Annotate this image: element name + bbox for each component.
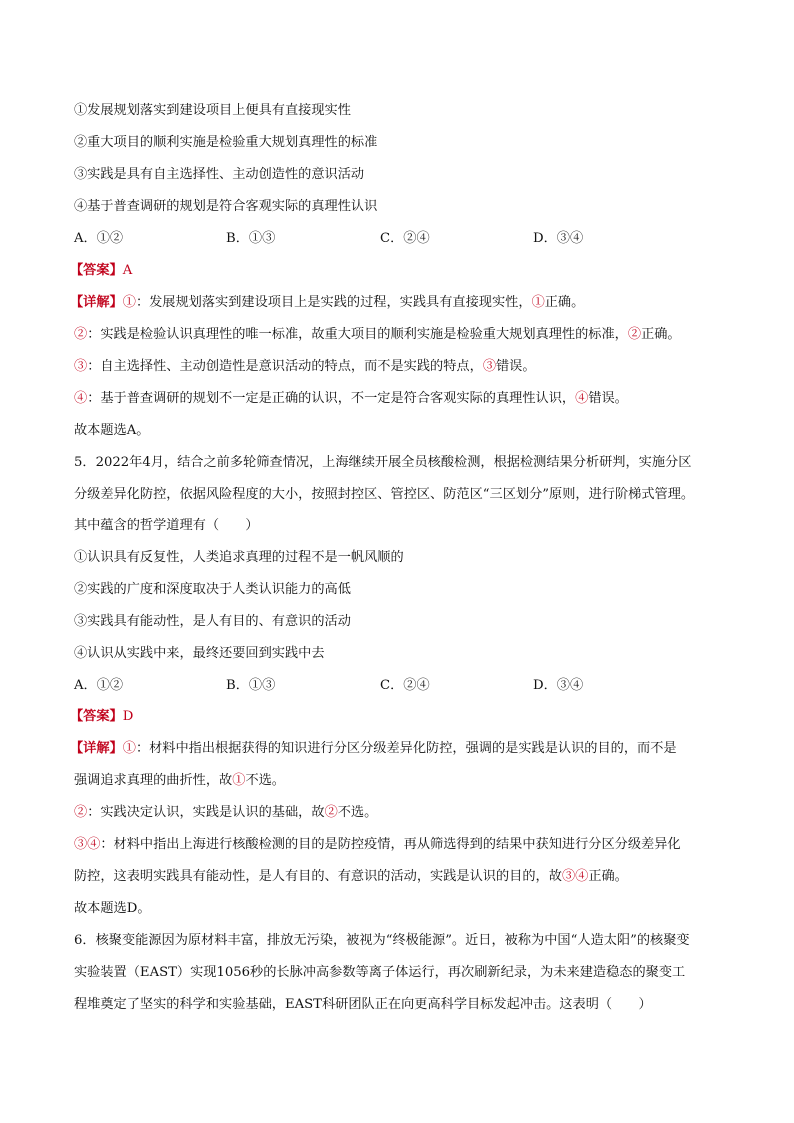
q4-option-b: B．①③ bbox=[226, 231, 276, 246]
q4-option-c: C．②④ bbox=[380, 231, 430, 246]
detail-tail: 不选。 bbox=[337, 805, 378, 820]
detail-tag: 【详解】 bbox=[70, 295, 123, 310]
q4-answer bbox=[70, 261, 730, 281]
q4-statement-4: ④基于普查调研的规划是符合客观实际的真理性认识 bbox=[74, 199, 378, 214]
q5-answer bbox=[70, 707, 730, 727]
q5-detail-2 bbox=[74, 803, 734, 823]
q5-detail-1-cont bbox=[74, 771, 734, 791]
q4-statement-3: ③实践是具有自主选择性、主动创造性的意识活动 bbox=[74, 167, 365, 182]
q6-stem-line-3: 程堆奠定了坚实的科学和实验基础，EAST科研团队正在向更高科学目标发起冲击。这表明（ ） bbox=[74, 997, 652, 1012]
detail-tail: 错误。 bbox=[588, 391, 628, 406]
detail-marker: ① bbox=[122, 741, 136, 756]
q6-stem-line-2: 实验装置（EAST）实现1056秒的长脉冲高参数等离子体运行，再次刷新纪录，为未来建造稳态的聚变工 bbox=[74, 965, 686, 980]
detail-marker: ① bbox=[232, 773, 246, 788]
q5-stem-line-1: 5．2022年4月，结合之前多轮筛查情况，上海继续开展全员核酸检测，根据检测结果分析研判，实施分区 bbox=[74, 455, 692, 470]
detail-marker: ② bbox=[74, 327, 88, 342]
detail-tail: 正确。 bbox=[588, 869, 628, 884]
detail-marker: ② bbox=[74, 805, 88, 820]
q5-option-b: B．①③ bbox=[226, 678, 276, 693]
detail-tag: 【详解】 bbox=[70, 741, 123, 756]
detail-text: ：实践是检验认识真理性的唯一标准，故重大项目的顺利实施是检验重大规划真理性的标准， bbox=[87, 327, 628, 342]
detail-marker: ③ bbox=[482, 359, 496, 374]
q5-stem-line-2: 分级差异化防控，依据风险程度的大小，按照封控区、管控区、防范区“三区划分”原则，进行阶梯式管理。 bbox=[74, 487, 695, 502]
detail-text: ：自主选择性、主动创造性是意识活动的特点，而不是实践的特点， bbox=[87, 359, 483, 374]
answer-value: D bbox=[122, 709, 134, 724]
detail-marker: ① bbox=[531, 295, 545, 310]
q5-statement-4: ④认识从实践中来，最终还要回到实践中去 bbox=[74, 646, 325, 661]
detail-marker: ③④ bbox=[74, 837, 101, 852]
q4-option-a: A．①② bbox=[74, 231, 124, 246]
detail-marker: ① bbox=[122, 295, 136, 310]
q5-detail-3-cont bbox=[74, 867, 734, 887]
q5-statement-2: ②实践的广度和深度取决于人类认识能力的高低 bbox=[74, 582, 351, 597]
q5-option-c: C．②④ bbox=[380, 678, 430, 693]
q5-detail-1 bbox=[70, 739, 730, 759]
q4-statement-2: ②重大项目的顺利实施是检验重大规划真理性的标准 bbox=[74, 135, 378, 150]
detail-marker: ④ bbox=[575, 391, 589, 406]
q5-stem-line-3: 其中蕴含的哲学道理有（ ） bbox=[74, 518, 259, 533]
detail-tail: 正确。 bbox=[641, 327, 681, 342]
q4-statement-1: ①发展规划落实到建设项目上便具有直接现实性 bbox=[74, 103, 351, 118]
q4-conclusion: 故本题选A。 bbox=[74, 423, 150, 438]
q5-statement-3: ③实践具有能动性，是人有目的、有意识的活动 bbox=[74, 614, 351, 629]
q4-detail-2 bbox=[74, 325, 734, 345]
detail-tail: 正确。 bbox=[544, 295, 585, 310]
answer-value: A bbox=[122, 263, 133, 278]
q6-stem-line-1: 6．核聚变能源因为原材料丰富，排放无污染，被视为“终极能源”。近日，被称为中国“人造太阳”的核聚变 bbox=[74, 933, 690, 948]
q5-statement-1: ①认识具有反复性，人类追求真理的过程不是一帆风顺的 bbox=[74, 550, 404, 565]
detail-text: 防控，这表明实践具有能动性，是人有目的、有意识的活动，实践是认识的目的，故 bbox=[74, 869, 562, 884]
detail-text: ：发展规划落实到建设项目上是实践的过程，实践具有直接现实性， bbox=[135, 295, 532, 310]
q5-option-d: D．③④ bbox=[533, 678, 584, 693]
detail-marker: ④ bbox=[74, 391, 88, 406]
q5-option-a: A．①② bbox=[74, 678, 124, 693]
detail-text: ：实践决定认识，实践是认识的基础，故 bbox=[87, 805, 325, 820]
q5-conclusion: 故本题选D。 bbox=[74, 901, 151, 916]
q4-detail-1 bbox=[70, 293, 730, 313]
detail-text: ：材料中指出上海进行核酸检测的目的是防控疫情，再从筛选得到的结果中获知进行分区分级差异化 bbox=[100, 837, 681, 852]
q5-detail-3 bbox=[74, 835, 734, 855]
detail-marker: ② bbox=[324, 805, 338, 820]
detail-marker: ③④ bbox=[561, 869, 589, 884]
q4-option-d: D．③④ bbox=[533, 231, 584, 246]
answer-tag: 【答案】 bbox=[70, 263, 123, 278]
answer-tag: 【答案】 bbox=[70, 709, 123, 724]
detail-tail: 不选。 bbox=[245, 773, 285, 788]
detail-text: ：基于普查调研的规划不一定是正确的认识，不一定是符合客观实际的真理性认识， bbox=[87, 391, 576, 406]
q4-detail-4 bbox=[74, 389, 734, 409]
detail-text: 强调追求真理的曲折性，故 bbox=[74, 773, 233, 788]
detail-text: ：材料中指出根据获得的知识进行分区分级差异化防控，强调的是实践是认识的目的，而不是 bbox=[135, 741, 677, 756]
detail-tail: 错误。 bbox=[496, 359, 536, 374]
detail-marker: ③ bbox=[74, 359, 88, 374]
detail-marker: ② bbox=[627, 327, 642, 342]
q4-detail-3 bbox=[74, 357, 734, 377]
